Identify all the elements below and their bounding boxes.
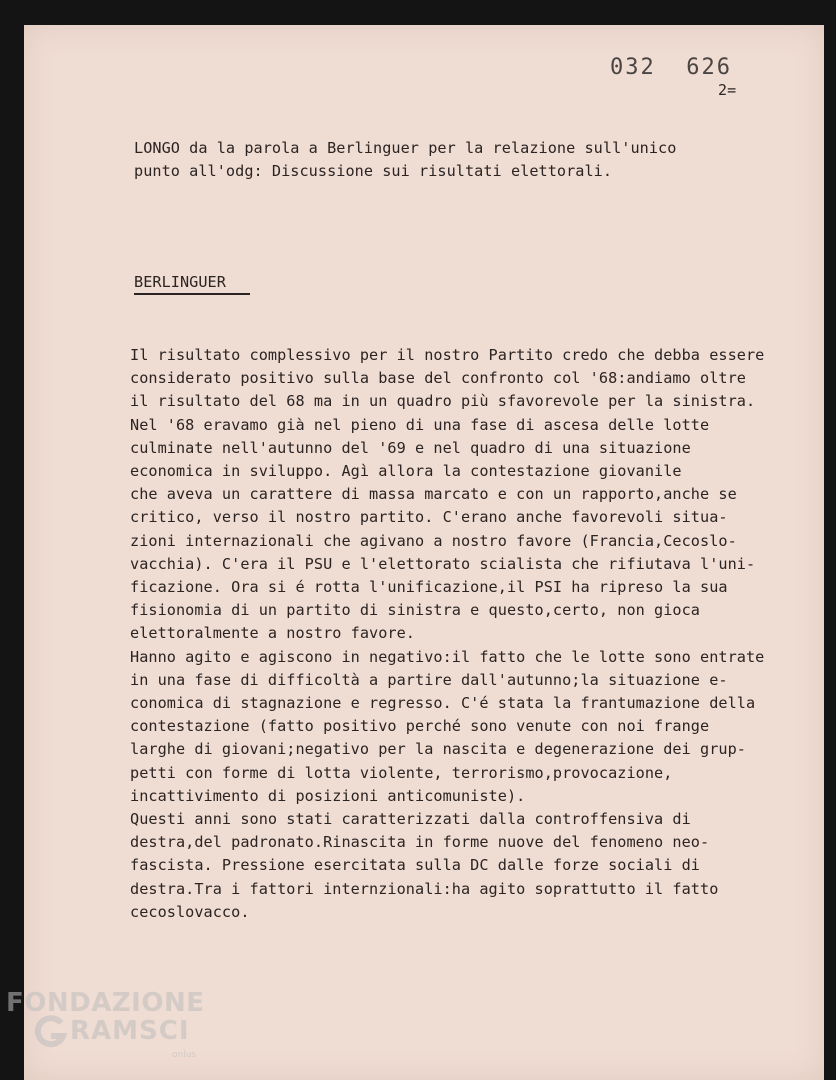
page-number: 2=: [718, 81, 737, 99]
body-line: Nel '68 eravamo già nel pieno di una fase di ascesa delle lotte: [130, 415, 710, 434]
speech-body: [130, 344, 820, 924]
body-line: che aveva un carattere di massa marcato e con un rapporto,anche se: [130, 485, 737, 504]
watermark-line2: RAMSCI: [70, 1016, 190, 1046]
body-line: destra.Tra i fattori internzionali:ha agito soprattutto il fatto: [130, 879, 719, 898]
intro-paragraph: [134, 137, 814, 183]
document-page: [24, 25, 824, 1080]
body-line: il risultato del 68 ma in un quadro più sfavorevole per la sinistra.: [130, 392, 756, 411]
body-line: considerato positivo sulla base del confronto col '68:andiamo oltre: [130, 369, 746, 388]
body-line: culminate nell'autunno del '69 e nel quadro di una situazione: [130, 438, 691, 457]
body-line: larghe di giovani;negativo per la nascita e degenerazione dei grup-: [130, 740, 746, 759]
body-line: elettoralmente a nostro favore.: [130, 624, 416, 643]
heading-underline: [134, 293, 250, 295]
body-line: conomica di stagnazione e regresso. C'é stata la frantumazione della: [130, 694, 756, 713]
body-line: vacchia). C'era il PSU e l'elettorato scialista che rifiutava l'uni-: [130, 554, 756, 573]
gramsci-g-logo-icon: [32, 1014, 68, 1050]
body-line: destra,del padronato.Rinascita in forme nuove del fenomeno neo-: [130, 833, 710, 852]
body-line: Il risultato complessivo per il nostro Partito credo che debba essere: [130, 346, 765, 364]
body-line: fisionomia di un partito di sinistra e questo,certo, non gioca: [130, 601, 701, 620]
body-line: economica in sviluppo. Agì allora la contestazione giovanile: [130, 462, 682, 481]
body-line: incattivimento di posizioni anticomuniste).: [130, 786, 526, 805]
intro-line: LONGO da la parola a Berlinguer per la relazione sull'unico: [134, 139, 677, 157]
fondazione-gramsci-watermark: [6, 988, 206, 1068]
speaker-heading: BERLINGUER: [134, 273, 226, 291]
body-line: petti con forme di lotta violente, terrorismo,provocazione,: [130, 763, 673, 782]
watermark-line1: FONDAZIONE: [6, 988, 205, 1018]
body-line: Questi anni sono stati caratterizzati dalla controffensiva di: [130, 810, 691, 829]
body-line: critico, verso il nostro partito. C'erano anche favorevoli situa-: [130, 508, 728, 527]
body-line: fascista. Pressione esercitata sulla DC dalle forze sociali di: [130, 856, 701, 875]
body-line: in una fase di difficoltà a partire dall'autunno;la situazione e-: [130, 670, 728, 689]
document-number: 032 626: [610, 55, 732, 80]
watermark-sub: onlus: [172, 1050, 197, 1060]
body-line: Hanno agito e agiscono in negativo:il fatto che le lotte sono entrate: [130, 647, 765, 666]
body-line: zioni internazionali che agivano a nostro favore (Francia,Cecoslo-: [130, 531, 737, 550]
body-line: ficazione. Ora si é rotta l'unificazione,il PSI ha ripreso la sua: [130, 578, 728, 597]
intro-line: punto all'odg: Discussione sui risultati elettorali.: [134, 162, 613, 180]
body-line: cecoslovacco.: [130, 902, 250, 921]
body-line: contestazione (fatto positivo perché sono venute con noi frange: [130, 717, 710, 736]
